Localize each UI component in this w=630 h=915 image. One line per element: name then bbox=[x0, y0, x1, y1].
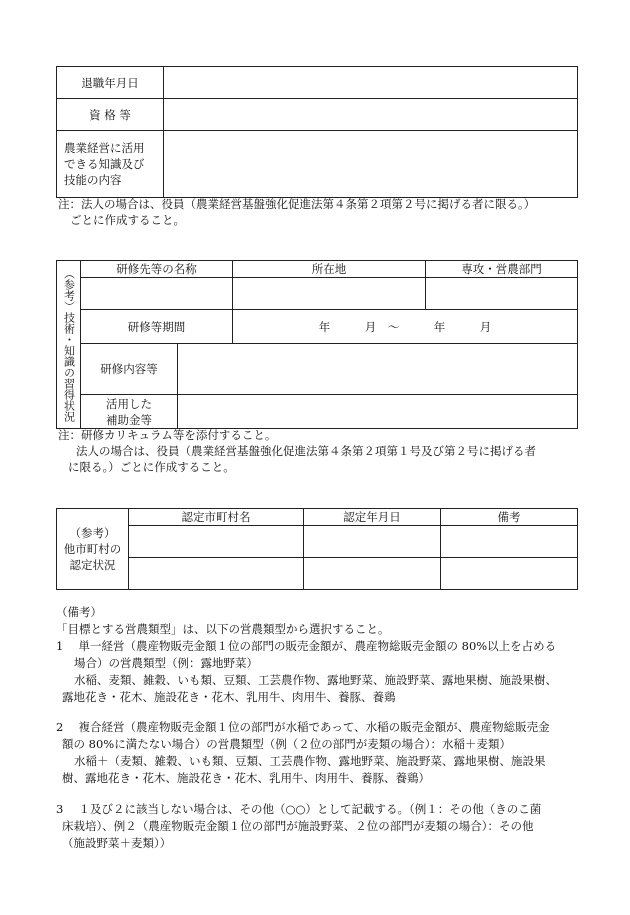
subsidy-label-line1: 活用した bbox=[106, 396, 152, 411]
training-period-value[interactable]: 年 月 ～ 年 月 bbox=[233, 310, 578, 344]
knowledge-skill-field[interactable] bbox=[164, 131, 578, 198]
training-period-label: 研修等期間 bbox=[81, 310, 233, 344]
remarks-item1-line3: 水稲、麦類、雑穀、いも類、豆類、工芸農作物、露地野菜、施設野菜、露地果樹、施設果樹、 bbox=[74, 673, 557, 687]
remarks-item1-line1: 1 単一経営（農産物販売金額１位の部門の販売金額が、農産物総販売金額の 80%以上を占める bbox=[56, 639, 557, 653]
certification-header-municipality: 認定市町村名 bbox=[129, 509, 304, 526]
remarks-item1-line4: 露地花き・花木、施設花き・花木、乳用牛、肉用牛、養豚、養鶏 bbox=[62, 690, 396, 704]
remarks-item3-line1: 3 １及び２に該当しない場合は、その他（○○）として記載する。（例１：その他（きのこ菌 bbox=[56, 802, 542, 816]
certification-header-remarks: 備考 bbox=[441, 509, 578, 526]
training-table bbox=[56, 260, 578, 429]
training-side-label-text: （参考）技術・知識の習得状況 bbox=[62, 267, 76, 422]
note2-line1: 注：研修カリキュラム等を添付すること。 bbox=[58, 428, 277, 442]
subsidy-label-line2: 補助金等 bbox=[106, 412, 152, 427]
note2-line2: 法人の場合は、役員（農業経営基盤強化促進法第４条第２項第１号及び第２号に掲げる者 bbox=[76, 444, 536, 458]
certification-side-line3: 認定状況 bbox=[69, 558, 116, 572]
remarks-item2-line1: 2 複合経営（農産物販売金額１位の部門が水稲であって、水稲の販売金額が、農産物総販売金 bbox=[56, 720, 550, 734]
certification-municipality-field-2[interactable] bbox=[129, 558, 304, 590]
retirement-table bbox=[56, 66, 578, 198]
training-header-name: 研修先等の名称 bbox=[81, 261, 233, 278]
training-location-field[interactable] bbox=[233, 278, 426, 310]
certification-date-field-2[interactable] bbox=[304, 558, 441, 590]
certification-side-line1: （参考） bbox=[69, 526, 116, 540]
subsidy-field[interactable] bbox=[178, 395, 578, 429]
note1-line1: 注：法人の場合は、役員（農業経営基盤強化促進法第４条第２項第２号に掲げる者に限る。） bbox=[58, 197, 536, 211]
training-content-field[interactable] bbox=[178, 344, 578, 395]
training-content-label: 研修内容等 bbox=[81, 344, 178, 395]
certification-table bbox=[56, 508, 578, 590]
knowledge-skill-label-line3: 技能の内容 bbox=[64, 173, 122, 187]
note2-line3: に限る。）ごとに作成すること。 bbox=[68, 460, 235, 474]
qualification-label: 資 格 等 bbox=[57, 99, 164, 131]
remarks-item2-line4: 樹、露地花き・花木、施設花き・花木、乳用牛、肉用牛、養豚、養鶏） bbox=[62, 771, 430, 785]
training-major-field[interactable] bbox=[426, 278, 578, 310]
training-header-location: 所在地 bbox=[233, 261, 426, 278]
training-name-field[interactable] bbox=[81, 278, 233, 310]
training-side-label bbox=[57, 261, 81, 429]
retirement-date-label: 退職年月日 bbox=[57, 67, 164, 99]
retirement-date-field[interactable] bbox=[164, 67, 578, 99]
remarks-intro: 「目標とする営農類型」は、以下の営農類型から選択すること。 bbox=[56, 622, 390, 636]
knowledge-skill-label bbox=[57, 131, 164, 198]
certification-header-date: 認定年月日 bbox=[304, 509, 441, 526]
certification-remarks-field-1[interactable] bbox=[441, 526, 578, 558]
remarks-item1-line2: 場合）の営農類型（例：露地野菜） bbox=[74, 656, 258, 670]
certification-remarks-field-2[interactable] bbox=[441, 558, 578, 590]
qualification-field[interactable] bbox=[164, 99, 578, 131]
remarks-heading: （備考） bbox=[56, 605, 102, 619]
knowledge-skill-label-line2: できる知識及び bbox=[64, 157, 145, 171]
certification-side-label bbox=[57, 509, 129, 590]
remarks-item3-line3: （施設野菜＋麦類）） bbox=[62, 836, 172, 850]
remarks-item2-line2: 額の 80%に満たない場合）の営農類型（例（２位の部門が麦類の場合）：水稲＋麦類） bbox=[62, 737, 511, 751]
certification-side-line2: 他市町村の bbox=[63, 542, 122, 556]
remarks-item2-line3: 水稲＋（麦類、雑穀、いも類、豆類、工芸農作物、露地野菜、施設野菜、露地果樹、施設果 bbox=[74, 754, 546, 768]
note1-line2: ごとに作成すること。 bbox=[70, 213, 185, 227]
training-header-major: 専攻・営農部門 bbox=[426, 261, 578, 278]
certification-date-field-1[interactable] bbox=[304, 526, 441, 558]
certification-municipality-field-1[interactable] bbox=[129, 526, 304, 558]
remarks-item3-line2: 床栽培）、例２（農産物販売金額１位の部門が施設野菜、２位の部門が麦類の場合）：その他 bbox=[62, 819, 534, 833]
knowledge-skill-label-line1: 農業経営に活用 bbox=[64, 141, 145, 155]
subsidy-label bbox=[81, 395, 178, 429]
